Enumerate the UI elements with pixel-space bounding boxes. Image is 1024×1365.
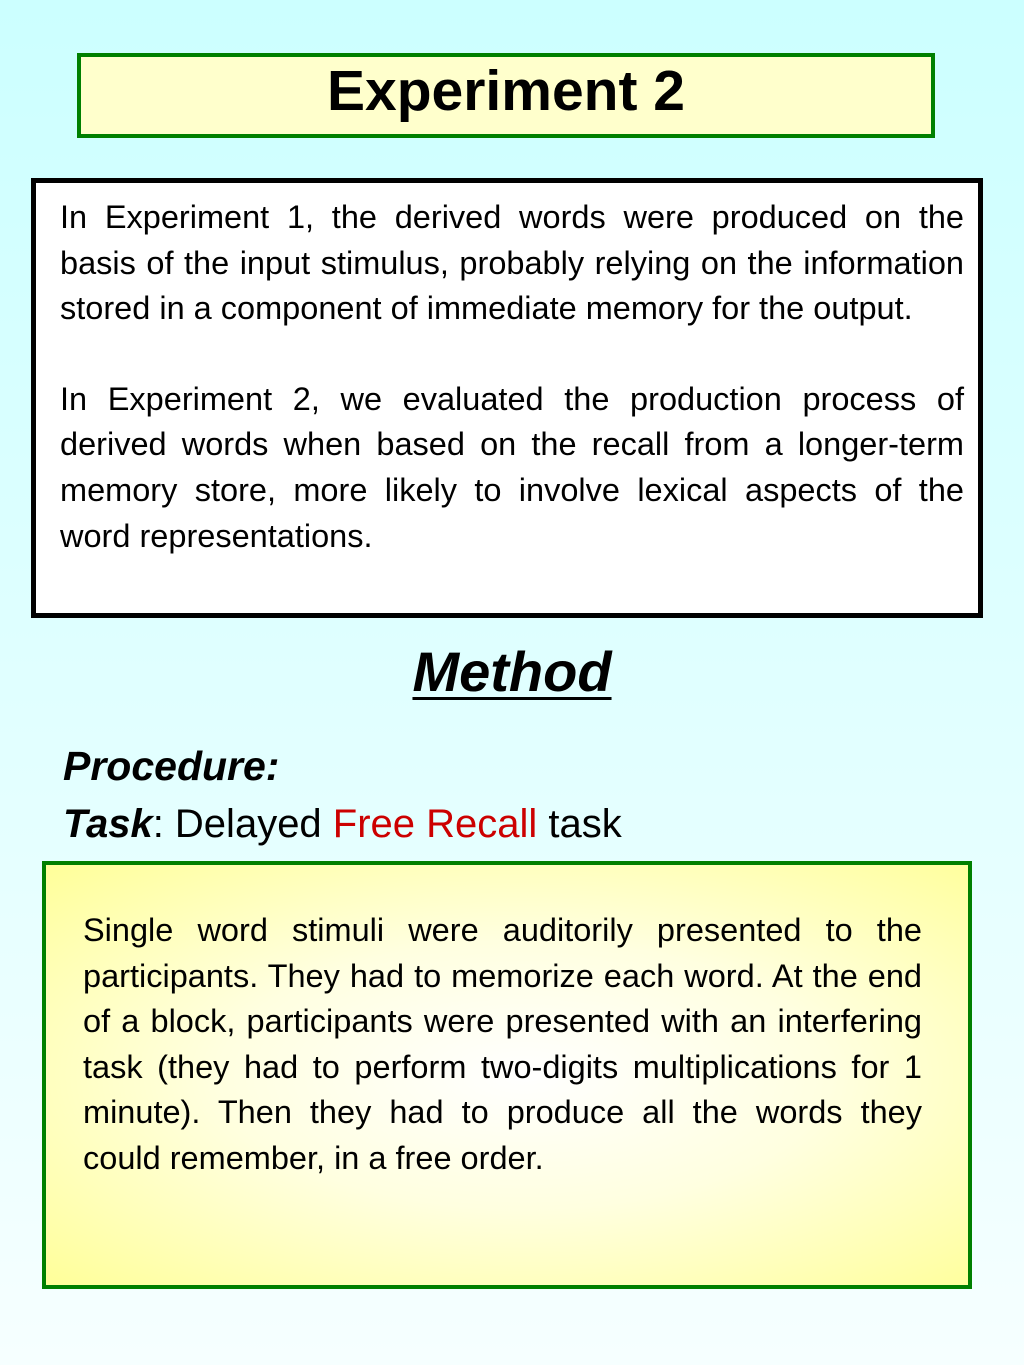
task-line — [63, 797, 622, 851]
task-highlight: Free Recall — [332, 802, 538, 846]
method-heading — [0, 636, 1024, 708]
method-heading-text: Method — [412, 640, 612, 703]
intro-paragraph-2: In Experiment 2, we evaluated the production process of derived words when based on the recall from a longer-term memory store, more likely to involve lexical aspects of the word representations. — [60, 380, 964, 554]
procedure-heading: Procedure: — [63, 743, 280, 789]
intro-text — [60, 195, 964, 559]
procedure-description: Single word stimuli were auditorily presented to the participants. They had to memorize each word. At the end of a block, participants were presented with an interfering task (they had to perform two-digits multiplications for 1 minute). Then they had to produce all the words they could remember, in a free order. — [83, 912, 922, 1176]
task-separator: : — [152, 802, 175, 846]
page-title: Experiment 2 — [327, 59, 685, 123]
procedure-box — [42, 861, 972, 1289]
task-prefix: Delayed — [174, 802, 333, 846]
paragraph-spacer — [60, 332, 964, 377]
intro-paragraph-1: In Experiment 1, the derived words were produced on the basis of the input stimulus, probably relying on the information stored in a component of immediate memory for the output. — [60, 199, 964, 327]
intro-box — [31, 178, 983, 618]
task-label: Task — [63, 802, 153, 846]
task-suffix: task — [537, 802, 622, 846]
title-box — [77, 53, 935, 138]
procedure-text — [83, 908, 922, 1182]
